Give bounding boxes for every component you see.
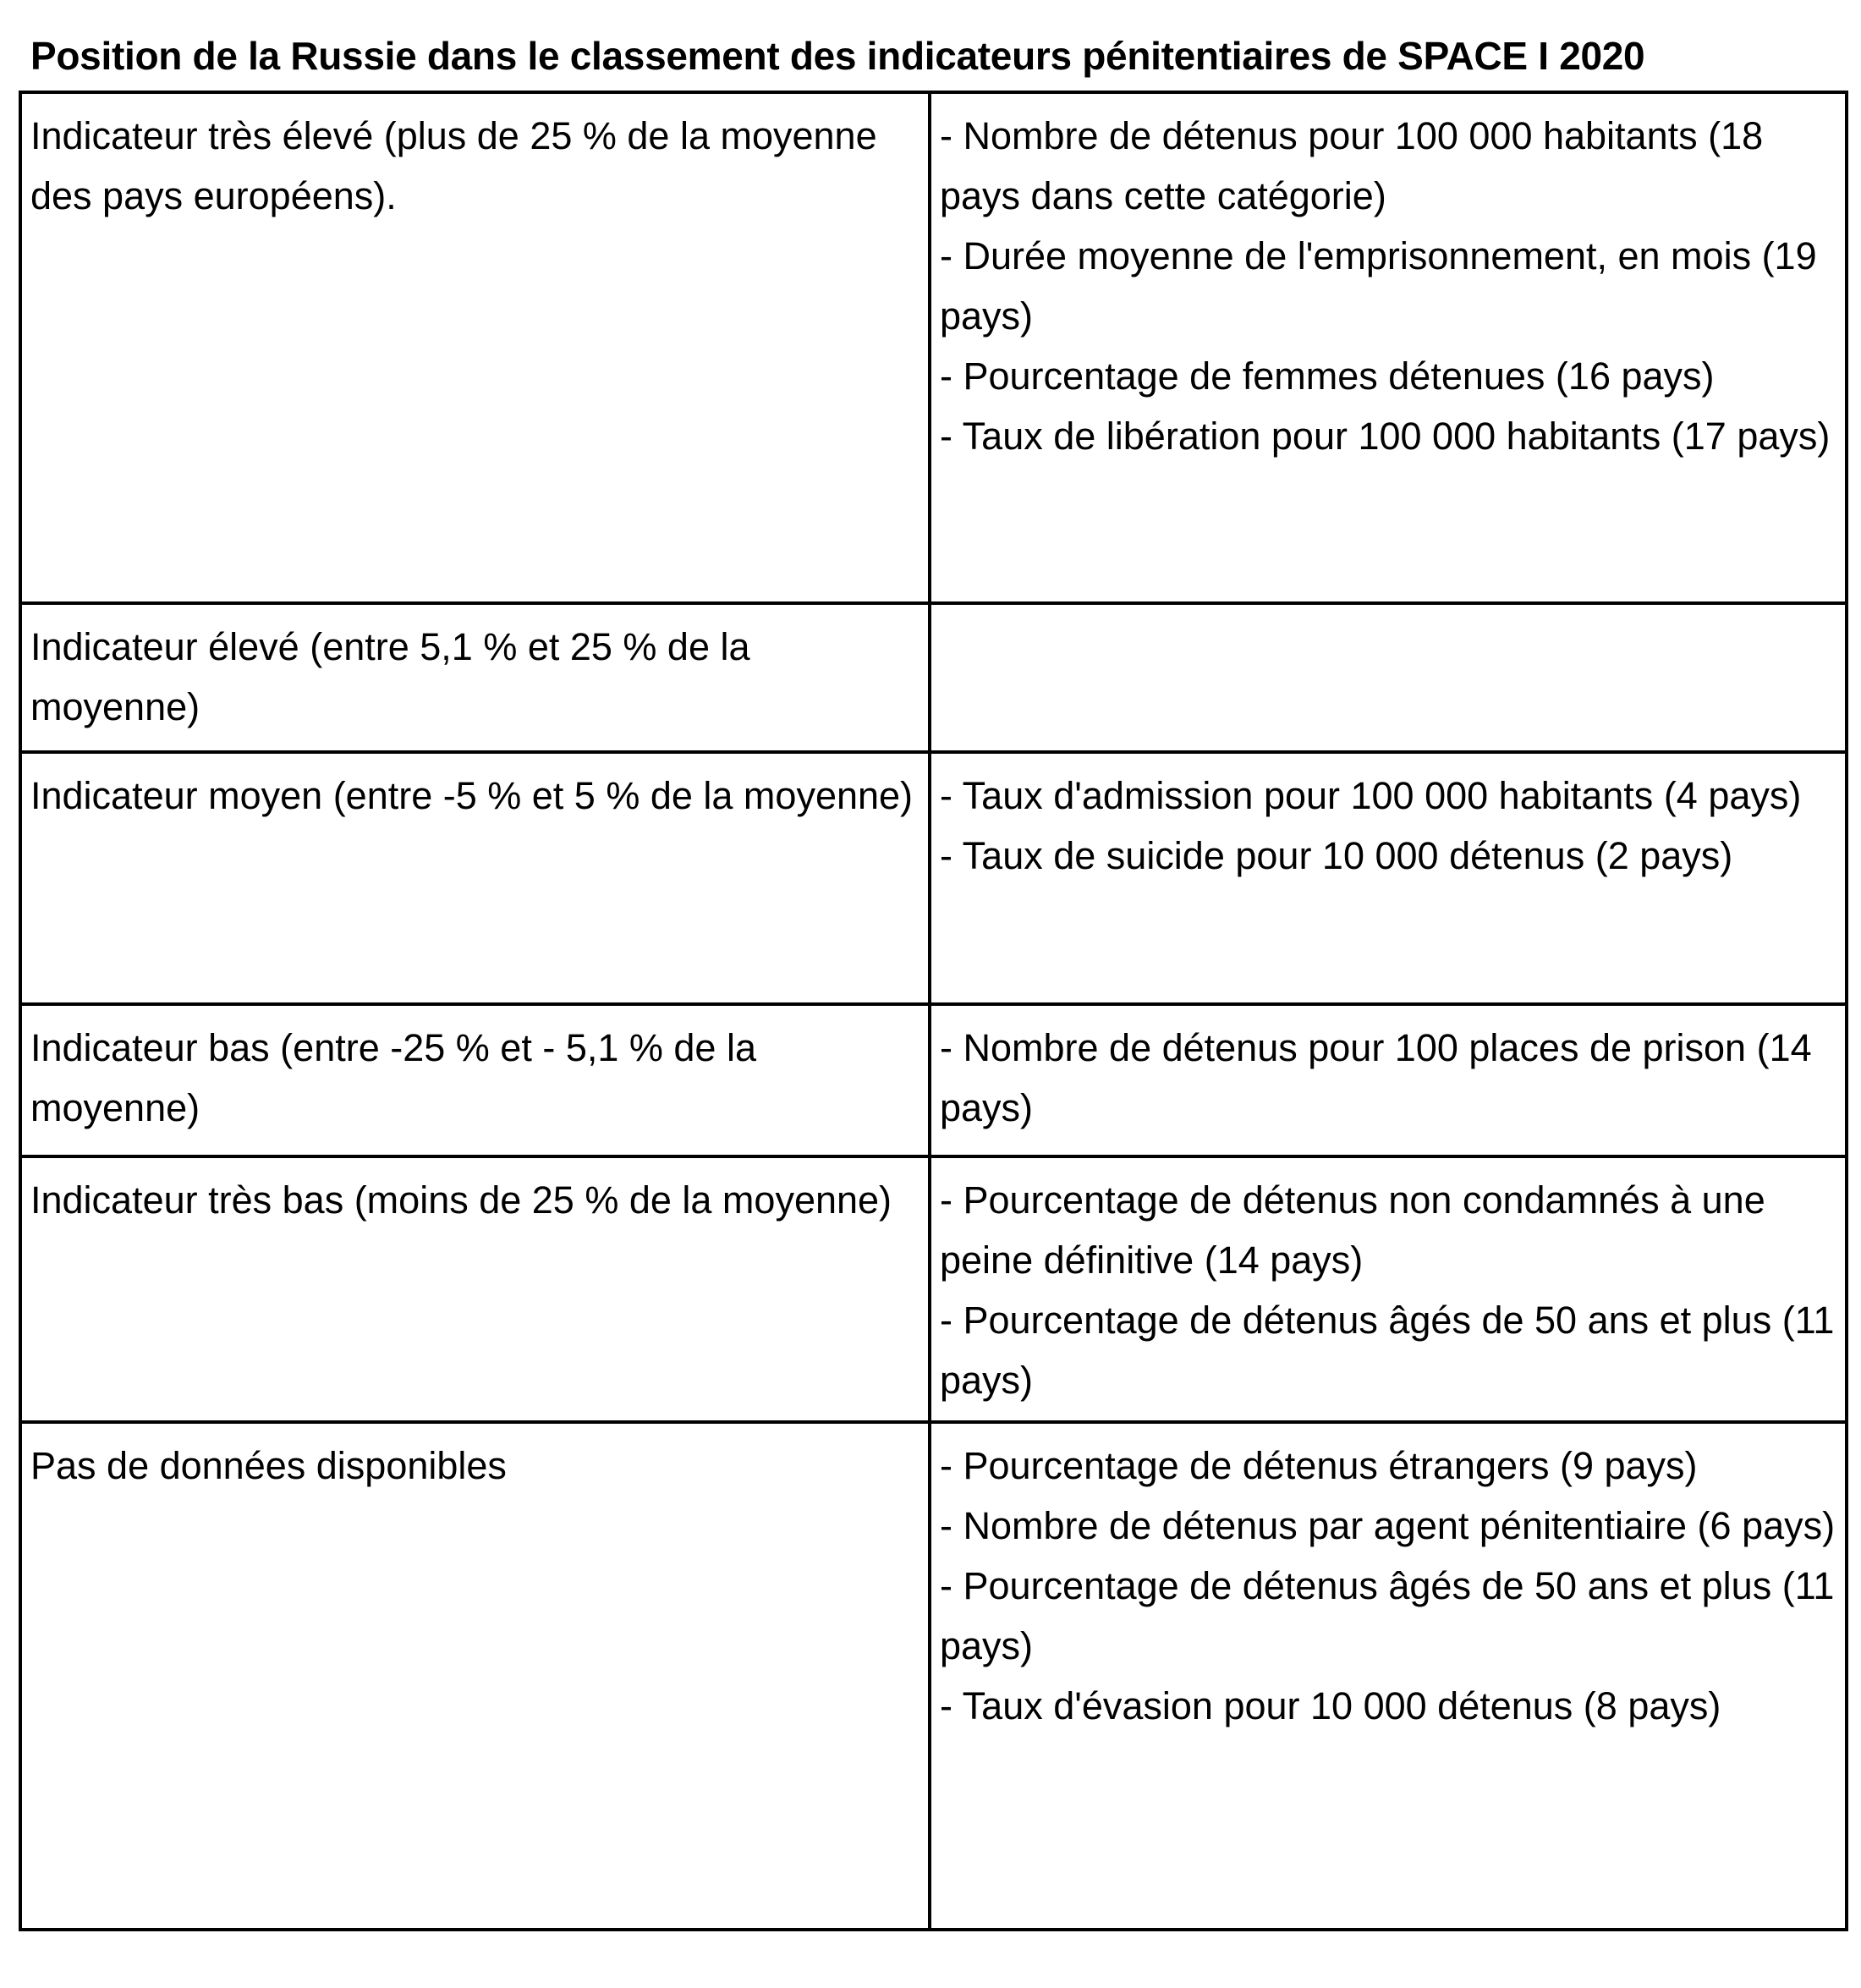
indicator-item: - Durée moyenne de l'emprisonnement, en mois (19 pays) xyxy=(940,234,1817,338)
indicator-item: - Taux d'évasion pour 10 000 détenus (8 pays) xyxy=(940,1684,1721,1727)
indicators-cell xyxy=(930,92,1847,603)
indicators-cell xyxy=(930,603,1847,752)
indicator-item: - Nombre de détenus pour 100 000 habitants (18 pays dans cette catégorie) xyxy=(940,114,1764,217)
category-label: Pas de données disponibles xyxy=(30,1444,507,1487)
document-title: Position de la Russie dans le classement des indicateurs pénitentiaires de SPACE I 2020 xyxy=(30,34,1645,78)
indicator-item: - Taux de suicide pour 10 000 détenus (2 pays) xyxy=(940,834,1733,877)
indicators-cell xyxy=(930,1156,1847,1422)
category-cell xyxy=(20,92,930,603)
table-row xyxy=(20,1156,1847,1422)
category-label: Indicateur moyen (entre -5 % et 5 % de la moyenne) xyxy=(30,774,914,817)
indicators-cell xyxy=(930,1422,1847,1930)
category-label: Indicateur bas (entre -25 % et - 5,1 % de la moyenne) xyxy=(30,1026,756,1129)
indicator-item: - Pourcentage de détenus âgés de 50 ans et plus (11 pays) xyxy=(940,1564,1835,1667)
indicators-cell xyxy=(930,752,1847,1004)
category-label: Indicateur très bas (moins de 25 % de la moyenne) xyxy=(30,1178,892,1222)
table-row xyxy=(20,1004,1847,1156)
category-cell xyxy=(20,1422,930,1930)
table-row xyxy=(20,92,1847,603)
indicators-table xyxy=(19,91,1848,1931)
category-label: Indicateur élevé (entre 5,1 % et 25 % de la moyenne) xyxy=(30,625,750,728)
indicators-cell xyxy=(930,1004,1847,1156)
indicator-item: - Pourcentage de détenus non condamnés à une peine définitive (14 pays) xyxy=(940,1178,1765,1282)
category-cell xyxy=(20,603,930,752)
category-cell xyxy=(20,1156,930,1422)
category-cell xyxy=(20,1004,930,1156)
indicator-item: - Taux de libération pour 100 000 habitants (17 pays) xyxy=(940,415,1831,458)
table-row xyxy=(20,603,1847,752)
indicator-item: - Nombre de détenus par agent pénitentiaire (6 pays) xyxy=(940,1504,1836,1547)
indicator-item: - Pourcentage de détenus étrangers (9 pays) xyxy=(940,1444,1698,1487)
table-row xyxy=(20,1422,1847,1930)
indicator-item: - Pourcentage de détenus âgés de 50 ans et plus (11 pays) xyxy=(940,1299,1835,1402)
indicator-item: - Pourcentage de femmes détenues (16 pays) xyxy=(940,354,1715,398)
indicator-item: - Taux d'admission pour 100 000 habitants (4 pays) xyxy=(940,774,1802,817)
table-row xyxy=(20,752,1847,1004)
indicator-item: - Nombre de détenus pour 100 places de prison (14 pays) xyxy=(940,1026,1812,1129)
category-cell xyxy=(20,752,930,1004)
category-label: Indicateur très élevé (plus de 25 % de la moyenne des pays européens). xyxy=(30,114,877,217)
